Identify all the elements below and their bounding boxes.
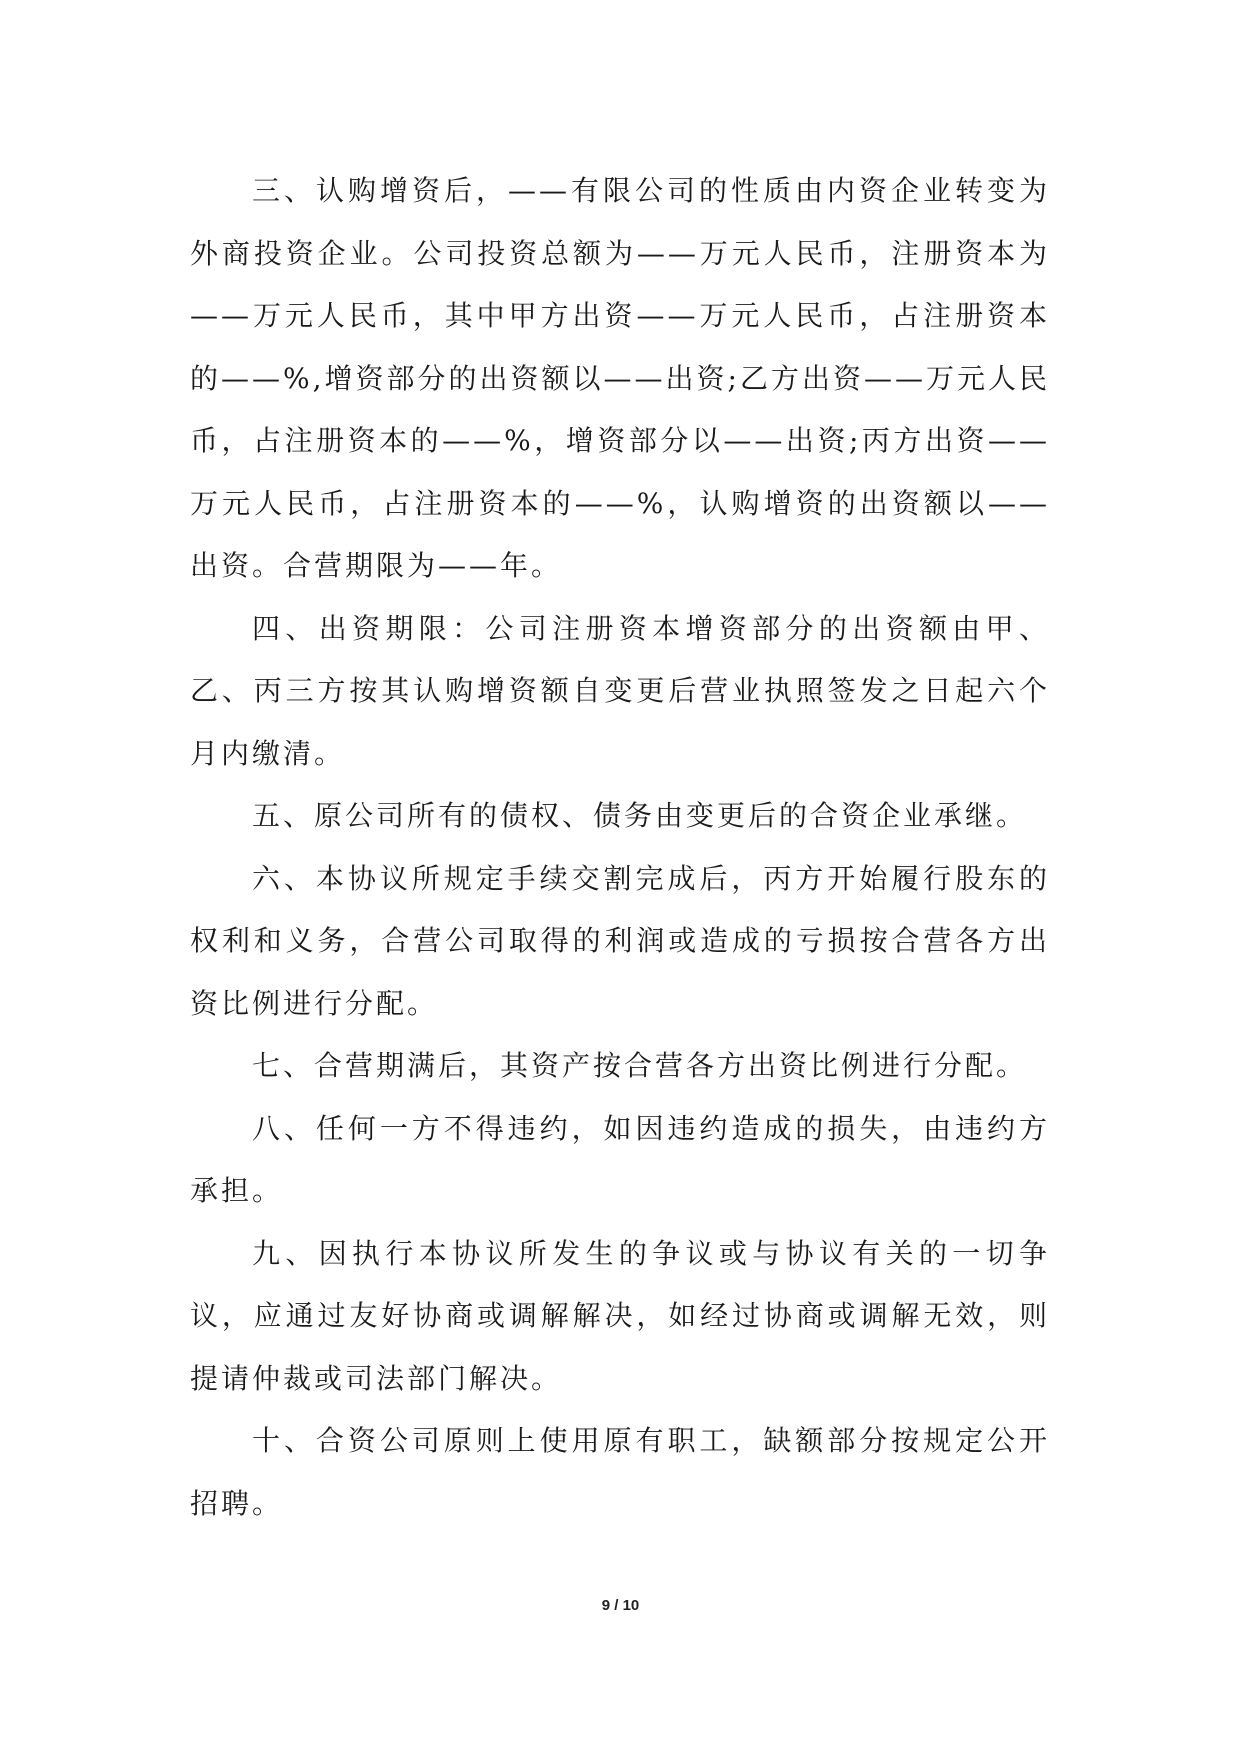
clause-paragraph-4: 四、出资期限：公司注册资本增资部分的出资额由甲、乙、丙三方按其认购增资额自变更后营业执照签发之日起六个月内缴清。	[190, 611, 1050, 770]
clause-paragraph-5: 五、原公司所有的债权、债务由变更后的合资企业承继。	[252, 799, 1028, 832]
document-body	[190, 160, 1050, 1535]
clause-paragraph-7: 七、合营期满后，其资产按合营各方出资比例进行分配。	[252, 1049, 1028, 1082]
clause-paragraph-10: 十、合资公司原则上使用原有职工，缺额部分按规定公开招聘。	[190, 1424, 1050, 1520]
clause-paragraph-3: 三、认购增资后，——有限公司的性质由内资企业转变为外商投资企业。公司投资总额为——万元人民币，注册资本为——万元人民币，其中甲方出资——万元人民币，占注册资本的——%,增资部分的出资额以——出资;乙方出资——万元人民币，占注册资本的——%，增资部分以——出资;丙方出资——万元人民币，占注册资本的——%，认购增资的出资额以——出资。合营期限为——年。	[190, 174, 1050, 582]
clause-paragraph-6: 六、本协议所规定手续交割完成后，丙方开始履行股东的权利和义务，合营公司取得的利润或造成的亏损按合营各方出资比例进行分配。	[190, 861, 1050, 1020]
page-number: 9 / 10	[601, 1597, 640, 1614]
clause-paragraph-9: 九、因执行本协议所发生的争议或与协议有关的一切争议，应通过友好协商或调解解决，如经过协商或调解无效，则提请仲裁或司法部门解决。	[190, 1236, 1050, 1395]
clause-paragraph-8: 八、任何一方不得违约，如因违约造成的损失，由违约方承担。	[190, 1111, 1050, 1207]
